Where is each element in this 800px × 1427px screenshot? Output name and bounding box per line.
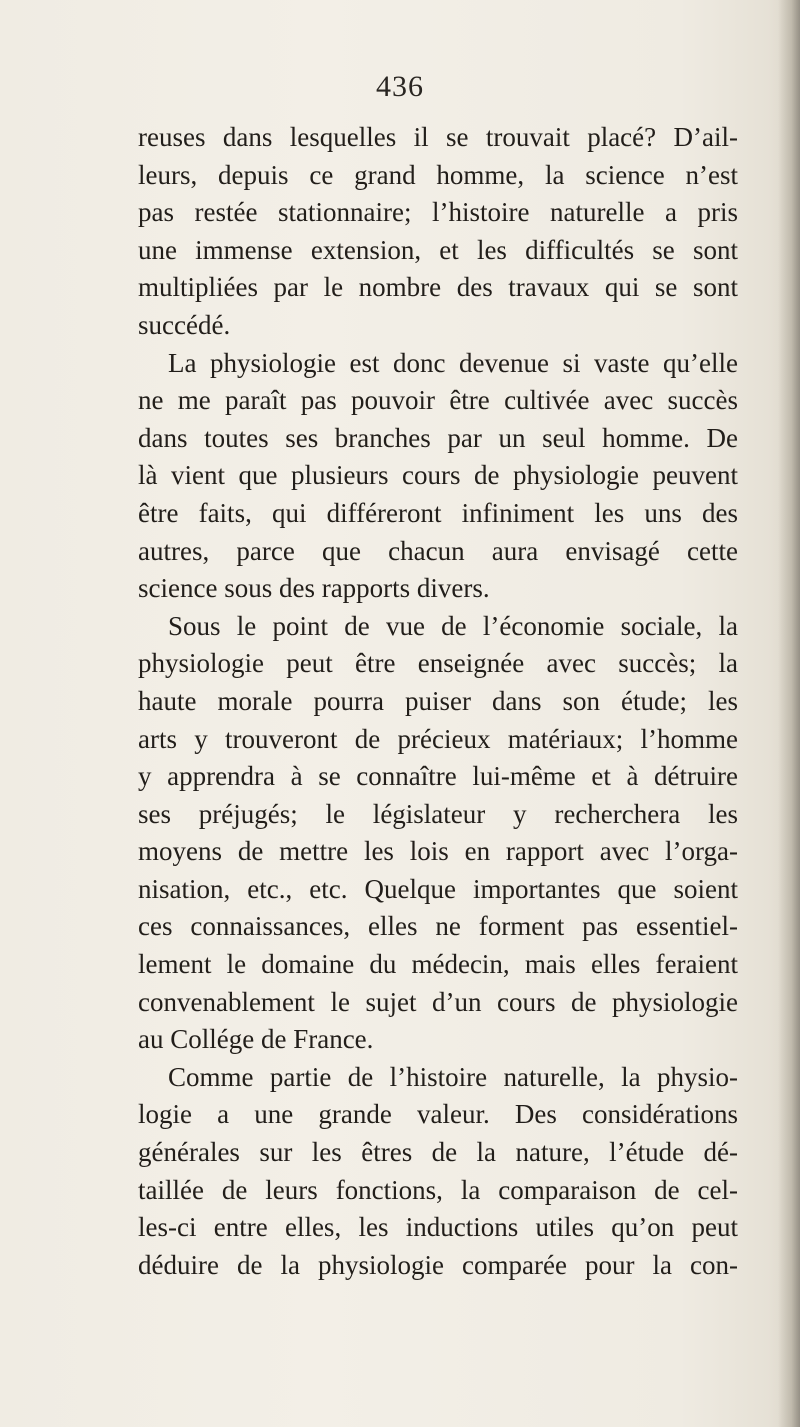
text-line: être faits, qui différeront infiniment les uns des <box>138 497 738 528</box>
text-line: succédé. <box>138 309 231 340</box>
text-line: multipliées par le nombre des travaux qui se sont <box>138 272 738 303</box>
text-line: là vient que plusieurs cours de physiologie peuvent <box>138 460 738 491</box>
text-line: y apprendra à se connaître lui-même et à détruire <box>138 761 738 792</box>
text-line: générales sur les êtres de la nature, l’étude dé- <box>138 1137 738 1168</box>
text-line: leurs, depuis ce grand homme, la science n’est <box>138 159 738 190</box>
text-line: autres, parce que chacun aura envisagé cette <box>138 535 738 566</box>
text-line: moyens de mettre les lois en rapport avec l’orga- <box>138 836 738 867</box>
text-line: science sous des rapports divers. <box>138 573 490 604</box>
text-line: Comme partie de l’histoire naturelle, la physio- <box>168 1061 738 1092</box>
text-line: dans toutes ses branches par un seul homme. De <box>138 422 738 453</box>
text-line: pas restée stationnaire; l’histoire naturelle a pris <box>138 197 738 228</box>
text-line: au Collége de France. <box>138 1024 374 1055</box>
text-line: logie a une grande valeur. Des considérations <box>138 1099 738 1130</box>
page-body-text <box>138 119 738 1284</box>
text-line: La physiologie est donc devenue si vaste qu’elle <box>168 347 738 378</box>
text-line: lement le domaine du médecin, mais elles feraient <box>138 949 738 980</box>
page-edge-shadow <box>778 0 800 1427</box>
text-line: les-ci entre elles, les inductions utiles qu’on peut <box>138 1212 738 1243</box>
text-line: nisation, etc., etc. Quelque importantes que soient <box>138 873 738 904</box>
text-line: ces connaissances, elles ne forment pas essentiel- <box>138 911 738 942</box>
text-line: ne me paraît pas pouvoir être cultivée avec succès <box>138 385 738 416</box>
text-line: Sous le point de vue de l’économie sociale, la <box>168 610 738 641</box>
text-line: convenablement le sujet d’un cours de physiologie <box>138 986 738 1017</box>
text-line: une immense extension, et les difficultés se sont <box>138 234 738 265</box>
page-number: 436 <box>376 70 424 103</box>
text-line: déduire de la physiologie comparée pour la con- <box>138 1249 738 1280</box>
text-line: taillée de leurs fonctions, la comparaison de cel- <box>138 1174 738 1205</box>
text-line: reuses dans lesquelles il se trouvait placé? D’ail- <box>138 122 738 152</box>
text-line: ses préjugés; le législateur y recherchera les <box>138 798 738 829</box>
text-line: haute morale pourra puiser dans son étude; les <box>138 685 738 716</box>
text-line: arts y trouveront de précieux matériaux; l’homme <box>138 723 738 754</box>
text-line: physiologie peut être enseignée avec succès; la <box>138 648 738 679</box>
